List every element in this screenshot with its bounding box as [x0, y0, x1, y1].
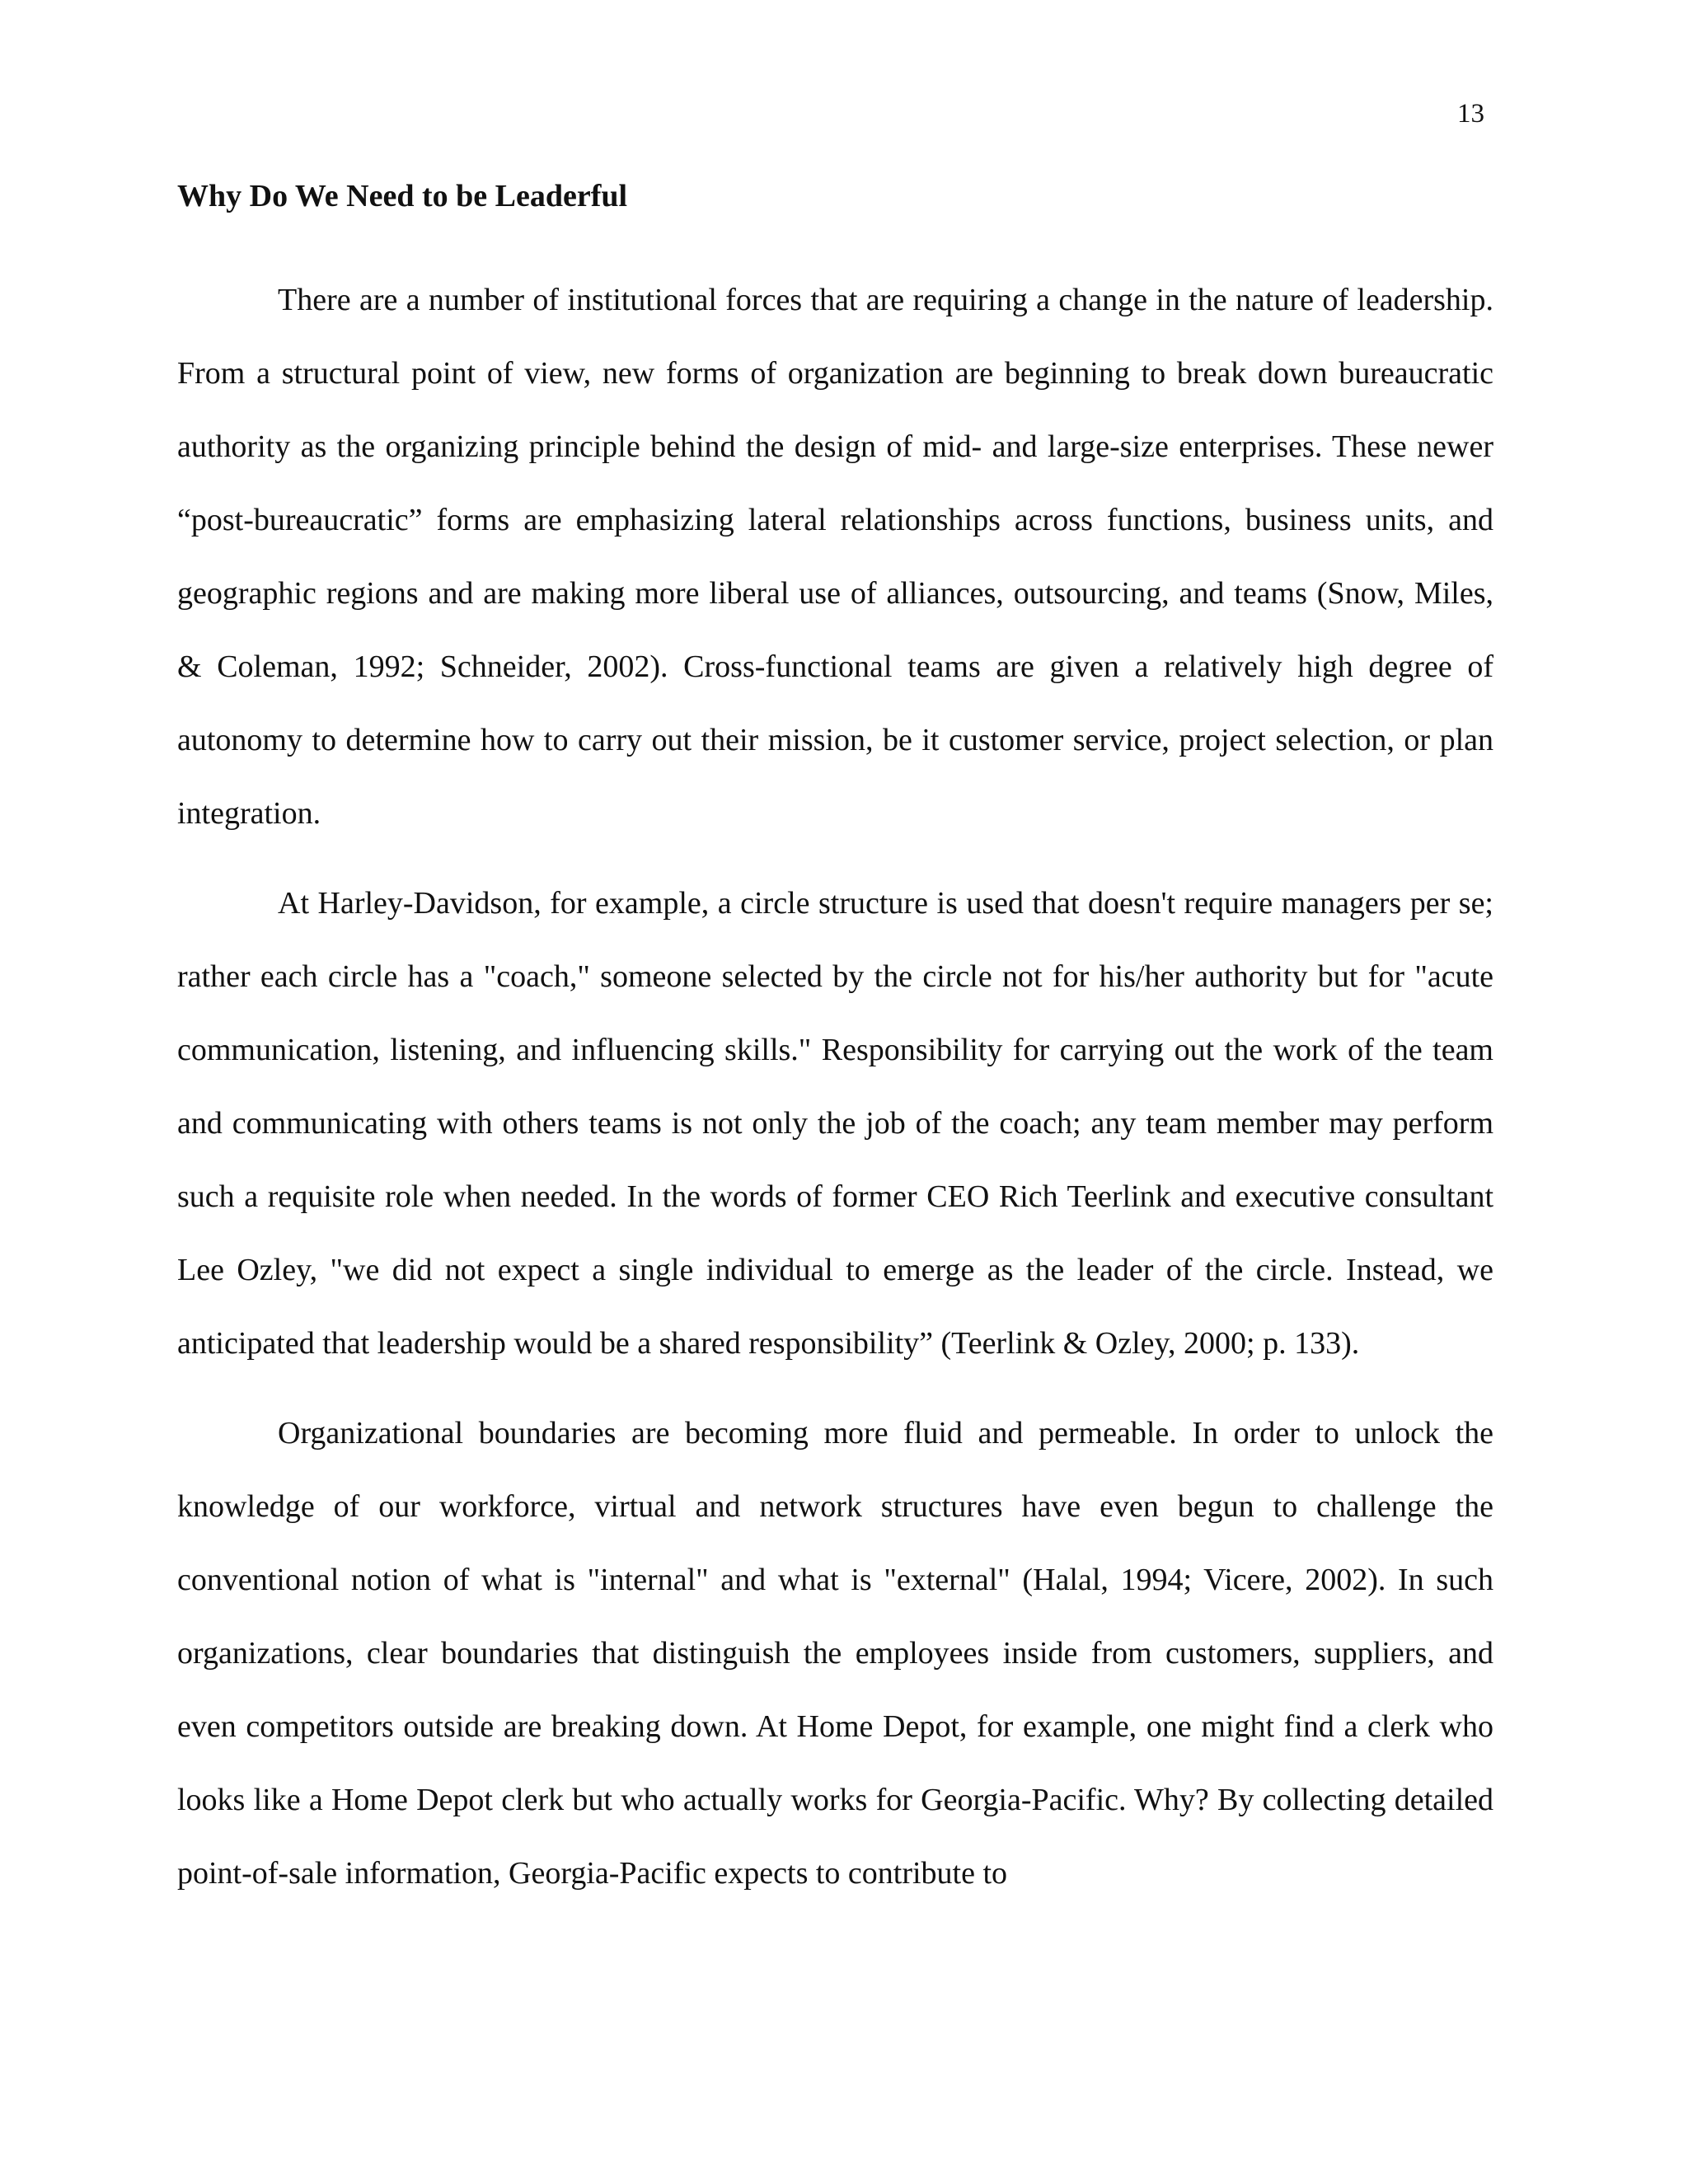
paragraph: At Harley-Davidson, for example, a circle structure is used that doesn't require managers per se; rather each circle has a "coach," someone selected by the circle not for his/her authority but for "acute communication, listening, and influencing skills." Responsibility for carrying out the work of the team and communicating with others teams is not only the job of the coach; any team member may perform such a requisite role when needed. In the words of former CEO Rich Teerlink and executive consultant Lee Ozley, "we did not expect a single individual to emerge as the leader of the circle. Instead, we anticipated that leadership would be a shared responsibility” (Teerlink & Ozley, 2000; p. 133).	[177, 886, 1493, 1361]
section-heading: Why Do We Need to be Leaderful	[177, 179, 628, 213]
paragraph: There are a number of institutional forces that are requiring a change in the nature of leadership. From a structural point of view, new forms of organization are beginning to break down bureaucratic authority as the organizing principle behind the design of mid- and large-size enterprises. These newer “post-bureaucratic” forms are emphasizing lateral relationships across functions, business units, and geographic regions and are making more liberal use of alliances, outsourcing, and teams (Snow, Miles, & Coleman, 1992; Schneider, 2002). Cross-functional teams are given a relatively high degree of autonomy to determine how to carry out their mission, be it customer service, project selection, or plan integration.	[177, 283, 1493, 831]
page-number: 13	[1457, 99, 1484, 129]
body-text	[177, 264, 1493, 1910]
paragraph: Organizational boundaries are becoming more fluid and permeable. In order to unlock the knowledge of our workforce, virtual and network structures have even begun to challenge the conventional notion of what is "internal" and what is "external" (Halal, 1994; Vicere, 2002). In such organizations, clear boundaries that distinguish the employees inside from customers, suppliers, and even competitors outside are breaking down. At Home Depot, for example, one might find a clerk who looks like a Home Depot clerk but who actually works for Georgia-Pacific. Why? By collecting detailed point-of-sale information, Georgia-Pacific expects to contribute to	[177, 1416, 1493, 1891]
